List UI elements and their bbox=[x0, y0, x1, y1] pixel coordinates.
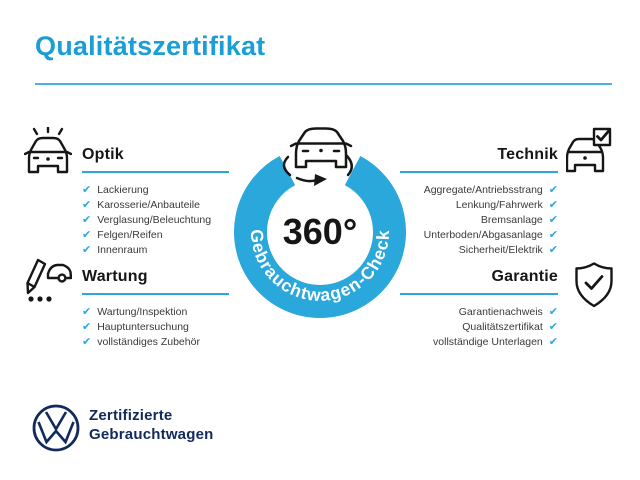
section-optik-title: Optik bbox=[82, 146, 124, 163]
list-item bbox=[388, 334, 558, 349]
list-item-label: Innenraum bbox=[97, 243, 148, 256]
pencil-car-icon bbox=[24, 257, 72, 305]
section-garantie-title: Garantie bbox=[491, 268, 558, 285]
list-item bbox=[82, 334, 232, 349]
section-wartung-list bbox=[82, 304, 232, 349]
check-icon: ✔ bbox=[548, 320, 558, 333]
list-item-label: Wartung/Inspektion bbox=[97, 305, 188, 318]
section-wartung bbox=[82, 268, 232, 349]
check-icon: ✔ bbox=[548, 198, 558, 211]
badge-ring-label: Gebrauchtwagen-Check bbox=[246, 228, 394, 306]
check-icon: ✔ bbox=[82, 213, 92, 226]
section-wartung-underline bbox=[82, 293, 229, 295]
check-icon: ✔ bbox=[82, 335, 92, 348]
list-item-label: Lenkung/Fahrwerk bbox=[455, 198, 543, 211]
list-item bbox=[82, 197, 232, 212]
check-icon: ✔ bbox=[548, 183, 558, 196]
check-icon: ✔ bbox=[82, 183, 92, 196]
check-icon: ✔ bbox=[82, 305, 92, 318]
list-item-label: Felgen/Reifen bbox=[97, 228, 163, 241]
car-rotation-icon bbox=[284, 129, 352, 187]
list-item-label: Aggregate/Antriebsstrang bbox=[423, 183, 543, 196]
list-item-label: Verglasung/Beleuchtung bbox=[97, 213, 212, 226]
section-optik-underline bbox=[82, 171, 229, 173]
check-icon: ✔ bbox=[82, 198, 92, 211]
check-icon: ✔ bbox=[82, 228, 92, 241]
list-item bbox=[82, 304, 232, 319]
check-icon: ✔ bbox=[548, 335, 558, 348]
list-item-label: vollständiges Zubehör bbox=[97, 335, 200, 348]
list-item bbox=[82, 227, 232, 242]
badge-degrees-label: 360° bbox=[282, 211, 358, 252]
section-optik-list bbox=[82, 182, 232, 257]
check-icon: ✔ bbox=[82, 320, 92, 333]
section-optik bbox=[82, 146, 232, 257]
list-item bbox=[82, 319, 232, 334]
list-item-label: Sicherheit/Elektrik bbox=[458, 243, 543, 256]
check-icon: ✔ bbox=[548, 305, 558, 318]
page-title: Qualitätszertifikat bbox=[35, 31, 266, 61]
vw-logo bbox=[31, 403, 81, 453]
list-item-label: Hauptuntersuchung bbox=[97, 320, 189, 333]
list-item-label: Unterboden/Abgasanlage bbox=[423, 228, 543, 241]
brand-line-2: Gebrauchtwagen bbox=[89, 426, 214, 443]
list-item-label: Qualitätszertifikat bbox=[462, 320, 543, 333]
list-item bbox=[82, 212, 232, 227]
list-item-label: Garantienachweis bbox=[458, 305, 543, 318]
shield-check-icon bbox=[572, 261, 616, 309]
car-checkbox-icon bbox=[566, 127, 614, 175]
list-item-label: vollständige Unterlagen bbox=[433, 335, 543, 348]
car-shine-icon bbox=[24, 127, 72, 175]
list-item-label: Lackierung bbox=[97, 183, 149, 196]
list-item bbox=[82, 182, 232, 197]
list-item-label: Karosserie/Anbauteile bbox=[97, 198, 200, 211]
list-item bbox=[82, 242, 232, 257]
section-wartung-title: Wartung bbox=[82, 268, 148, 285]
brand-line-1: Zertifizierte bbox=[89, 407, 173, 424]
check-icon: ✔ bbox=[548, 243, 558, 256]
check-icon: ✔ bbox=[548, 228, 558, 241]
check-icon: ✔ bbox=[548, 213, 558, 226]
check-icon: ✔ bbox=[82, 243, 92, 256]
360-check-badge bbox=[215, 108, 425, 325]
brand-text bbox=[89, 406, 214, 444]
list-item-label: Bremsanlage bbox=[480, 213, 543, 226]
section-technik-title: Technik bbox=[497, 146, 558, 163]
header-divider bbox=[35, 83, 612, 85]
